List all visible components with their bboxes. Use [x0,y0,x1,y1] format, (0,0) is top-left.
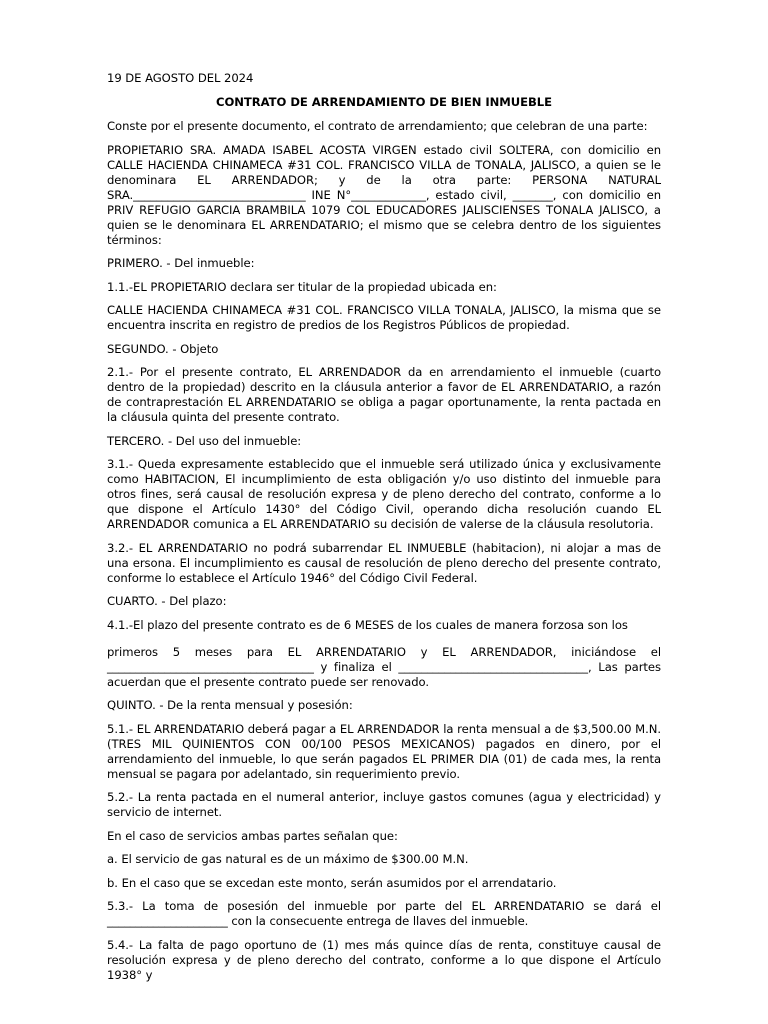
clause-1-1: 1.1.-EL PROPIETARIO declara ser titular de la propiedad ubicada en: [107,279,497,294]
parties-paragraph: PROPIETARIO SRA. AMADA ISABEL ACOSTA VIRGEN estado civil SOLTERA, con domicilio en CALLE HACIENDA CHINAMECA #31 COL. FRANCISCO VILLA de TONALA, JALISCO, a quien se le denominara EL ARRENDADOR; y de la otra parte: PERSONA NATURAL SRA.______________________________ INE N°_____________, estado civil, _______, con domicilio en PRIV REFUGIO GARCIA BRAMBILA 1079 COL EDUCADORES JALISCIENSES TONALA JALISCO, a quien se le denominara EL ARRENDATARIO; el mismo que se celebra dentro de los siguientes términos: [107,142,661,247]
clause-4-1-continued: primeros 5 meses para EL ARRENDATARIO y EL ARRENDADOR, iniciándose el ____________________________________ y finaliza el _________________________________, Las partes acuerdan que el presente contrato puede ser renovado. [107,644,661,689]
intro-paragraph: Conste por el presente documento, el contrato de arrendamiento; que celebran de una parte: [107,119,648,133]
clause-3-2: 3.2.- EL ARRENDATARIO no podrá subarrendar EL INMUEBLE (habitacion), ni alojar a mas de una ersona. El incumplimiento es causal de resolución de pleno derecho del presente contrato, conforme lo establece el Artículo 1946° del Código Civil Federal. [107,540,661,585]
clause-4-1: 4.1.-El plazo del presente contrato es de 6 MESES de los cuales de manera forzosa son los [107,617,628,632]
services-item-a: a. El servicio de gas natural es de un máximo de $300.00 M.N. [107,852,469,866]
clause-heading-tercero: TERCERO. - Del uso del inmueble: [107,433,302,448]
document-date: 19 DE AGOSTO DEL 2024 [107,71,254,85]
clause-heading-primero: PRIMERO. - Del inmueble: [107,256,255,270]
clause-3-1: 3.1.- Queda expresamente establecido que el inmueble será utilizado única y exclusivamente como HABITACION, El incumplimiento de esta obligación y/o uso distinto del inmueble para otros fines, será causal de resolución expresa y de pleno derecho del contrato, conforme a lo que dispone el Artículo 1430° del Código Civil, operando dicha resolución cuando EL ARRENDADOR comunica a EL ARRENDATARIO su decisión de valerse de la cláusula resolutoria. [107,457,661,531]
clause-2-1: 2.1.- Por el presente contrato, EL ARRENDADOR da en arrendamiento el inmueble (cuarto dentro de la propiedad) descrito en la cláusula anterior a favor de EL ARRENDATARIO, a razón de contraprestación EL ARRENDATARIO se obliga a pagar oportunamente, la renta pactada en la cláusula quinta del presente contrato. [107,365,661,424]
property-address-paragraph: CALLE HACIENDA CHINAMECA #31 COL. FRANCISCO VILLA TONALA, JALISCO, la misma que se encuentra inscrita en registro de predios de los Registros Públicos de propiedad. [107,303,661,332]
clause-heading-quinto: QUINTO. - De la renta mensual y posesión: [107,698,353,712]
clause-heading-segundo: SEGUNDO. - Objeto [107,341,219,356]
clause-5-4: 5.4.- La falta de pago oportuno de (1) mes más quince días de renta, constituye causal de resolución expresa y de pleno derecho del contrato, conforme a lo que dispone el Artículo 1938° y [107,937,661,982]
clause-5-2: 5.2.- La renta pactada en el numeral anterior, incluye gastos comunes (agua y electricidad) y servicio de internet. [107,790,661,819]
clause-5-1: 5.1.- EL ARRENDATARIO deberá pagar a EL ARRENDADOR la renta mensual a de $3,500.00 M.N. (TRES MIL QUINIENTOS CON 00/100 PESOS MEXICANOS) pagados en dinero, por el arrendamiento del inmueble, lo que serán pagados EL PRIMER DIA (01) de cada mes, la renta mensual se pagara por adelantado, sin requerimiento previo. [107,721,661,781]
services-item-b: b. En el caso que se excedan este monto, serán asumidos por el arrendatario. [107,875,557,890]
document-title: CONTRATO DE ARRENDAMIENTO DE BIEN INMUEBLE [216,95,552,109]
clause-5-3: 5.3.- La toma de posesión del inmueble por parte del EL ARRENDATARIO se dará el _____________________ con la consecuente entrega de llaves del inmueble. [107,899,661,928]
services-paragraph: En el caso de servicios ambas partes señalan que: [107,828,398,843]
clause-heading-cuarto: CUARTO. - Del plazo: [107,594,227,608]
